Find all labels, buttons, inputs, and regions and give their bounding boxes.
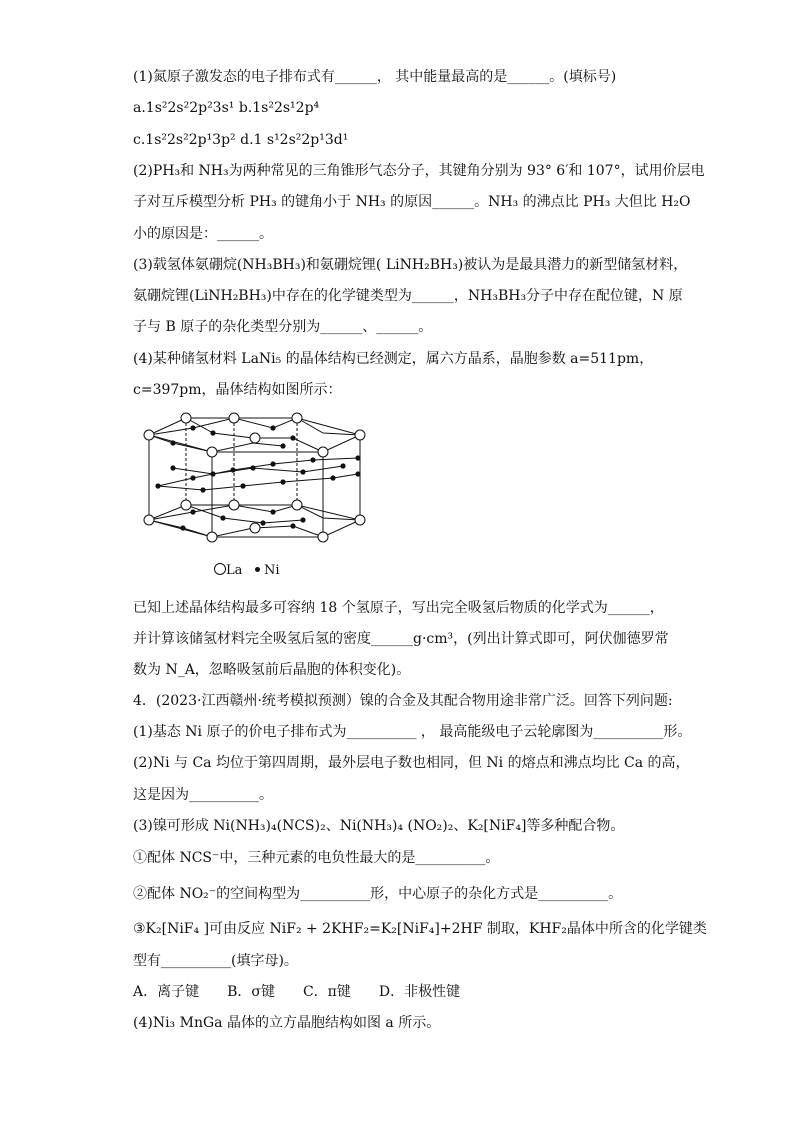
ni-legend-icon (255, 567, 260, 572)
q3-4-after3: 数为 N_A，忽略吸氢前后晶胞的体积变化)。 (133, 662, 411, 678)
q4-part1: (1)基态 Ni 原子的价电子排布式为__________ ， 最高能级电子云轮廓图为__________形。 (133, 724, 692, 740)
q4-sub3a: ③K₂[NiF₄ ]可由反应 NiF₂ + 2KHF₂=K₂[NiF₄]+2HF 制取，KHF₂晶体中所含的化学键类 (133, 921, 707, 937)
q3-4-after1: 已知上述晶体结构最多可容纳 18 个氢原子，写出完全吸氢后物质的化学式为______， (133, 600, 664, 616)
q4-part2b: 这是因为__________。 (133, 787, 273, 803)
q4-part3: (3)镍可形成 Ni(NH₃)₄(NCS)₂、Ni(NH₃)₄ (NO₂)₂、K₂[NiF₄]等多种配合物。 (133, 818, 625, 834)
q3-3-line3: 子与 B 原子的杂化类型分别为______、______。 (133, 319, 433, 335)
q4-options: A．离子键 B．σ键 C．π键 D．非极性键 (133, 984, 461, 1000)
q4-sub1: ①配体 NCS⁻中，三种元素的电负性最大的是__________。 (133, 850, 500, 866)
q4-part4: (4)Ni₃ MnGa 晶体的立方晶胞结构如图 a 所示。 (133, 1015, 441, 1031)
figure-legend (214, 563, 279, 578)
q4-heading: 4．(2023·江西赣州·统考模拟预测）镍的合金及其配合物用途非常广泛。回答下列问题: (133, 693, 673, 709)
la-legend-icon (214, 563, 226, 575)
q3-3-line1: (3)载氢体氨硼烷(NH₃BH₃)和氨硼烷锂( LiNH₂BH₃)被认为是最具潜力的新型储氢材料， (133, 257, 688, 273)
q3-4-after2: 并计算该储氢材料完全吸氢后氢的密度______g·cm³，(列出计算式即可，阿伏伽德罗常 (133, 631, 669, 647)
la-legend-label: La (226, 563, 243, 578)
q3-3-line2: 氨硼烷锂(LiNH₂BH₃)中存在的化学键类型为______，NH₃BH₃分子中存在配位键，N 原 (133, 288, 683, 304)
q3-1-options-ab: a.1s²2s²2p²3s¹ b.1s²2s¹2p⁴ (133, 100, 320, 116)
q3-2-line1: (2)PH₃和 NH₃为两种常见的三角锥形气态分子，其键角分别为 93° 6′和 107°，试用价层电 (133, 163, 705, 179)
q3-4-line2: c=397pm，晶体结构如图所示： (133, 382, 342, 398)
q3-2-line3: 小的原因是：______。 (133, 226, 273, 242)
q3-2-line2: 子对互斥模型分析 PH₃ 的键角小于 NH₃ 的原因______。NH₃ 的沸点比 PH₃ 大但比 H₂O (133, 194, 691, 210)
lani5-crystal-figure (133, 408, 393, 583)
q4-part2a: (2)Ni 与 Ca 均位于第四周期，最外层电子数也相同，但 Ni 的熔点和沸点均比 Ca 的高， (133, 755, 690, 771)
q3-4-line1: (4)某种储氢材料 LaNi₅ 的晶体结构已经测定，属六方晶系，晶胞参数 a=511pm， (133, 351, 654, 367)
q3-1-options-cd: c.1s²2s²2p¹3p² d.1 s¹2s²2p¹3d¹ (133, 132, 349, 148)
q4-sub2: ②配体 NO₂⁻的空间构型为__________形，中心原子的杂化方式是__________。 (133, 886, 623, 902)
ni-legend-label: Ni (263, 563, 280, 578)
q4-sub3b: 型有__________(填字母)。 (133, 953, 298, 969)
q3-1-prompt: (1)氮原子激发态的电子排布式有______， 其中能量最高的是______。(填标号) (133, 69, 617, 85)
